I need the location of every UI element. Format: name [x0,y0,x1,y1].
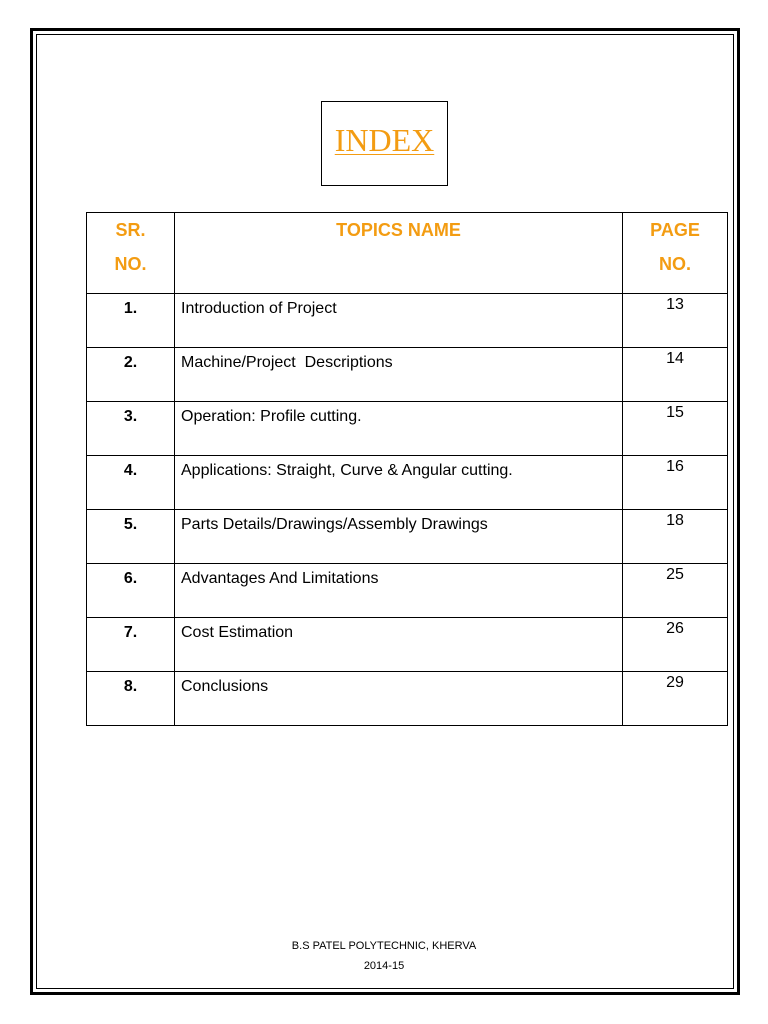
sr-header-line1: SR. [115,220,146,240]
row-topic: Cost Estimation [175,618,623,672]
page-header-line2: NO. [658,254,691,274]
row-sr-no: 1. [87,294,175,348]
row-topic: Advantages And Limitations [175,564,623,618]
row-topic: Machine/Project Descriptions [175,348,623,402]
row-page-no: 14 [623,348,728,402]
row-page-no: 25 [623,564,728,618]
row-sr-no: 6. [87,564,175,618]
row-sr-no: 8. [87,672,175,726]
page-no-header [623,213,728,294]
page-title: INDEX [334,122,435,158]
table-row [87,672,728,726]
footer-year: 2014-15 [363,960,405,972]
page-header-line1: PAGE [650,220,700,240]
index-table [86,212,728,726]
row-topic: Operation: Profile cutting. [175,402,623,456]
row-page-no: 16 [623,456,728,510]
row-page-no: 15 [623,402,728,456]
table-row [87,294,728,348]
table-row [87,348,728,402]
row-topic: Conclusions [175,672,623,726]
table-row [87,456,728,510]
sr-header-line2: NO. [114,254,147,274]
table-row [87,564,728,618]
sr-no-header [87,213,175,294]
row-topic: Parts Details/Drawings/Assembly Drawings [175,510,623,564]
row-topic: Applications: Straight, Curve & Angular cutting. [175,456,623,510]
table-row [87,402,728,456]
row-sr-no: 4. [87,456,175,510]
table-header-row [87,213,728,294]
footer-institution: B.S PATEL POLYTECHNIC, KHERVA [291,940,477,952]
row-page-no: 26 [623,618,728,672]
topic-header-label: TOPICS NAME [336,220,461,240]
title-box [321,101,448,186]
row-page-no: 29 [623,672,728,726]
table-row [87,618,728,672]
row-sr-no: 7. [87,618,175,672]
row-sr-no: 3. [87,402,175,456]
row-sr-no: 2. [87,348,175,402]
row-page-no: 18 [623,510,728,564]
row-sr-no: 5. [87,510,175,564]
row-topic: Introduction of Project [175,294,623,348]
topics-name-header [175,213,623,294]
row-page-no: 13 [623,294,728,348]
table-row [87,510,728,564]
